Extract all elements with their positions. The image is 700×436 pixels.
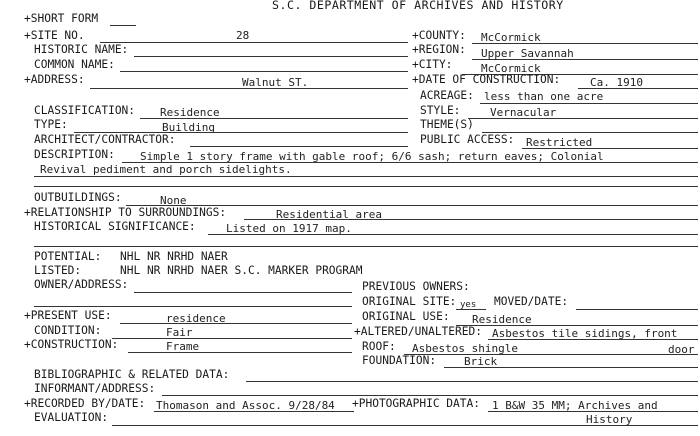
moved-date-label: MOVED/DATE: bbox=[494, 295, 569, 308]
previous-owners-label: PREVIOUS OWNERS: bbox=[362, 280, 470, 293]
evaluation-line bbox=[112, 425, 698, 426]
acreage-value: less than one acre bbox=[484, 90, 604, 103]
county-value: McCormick bbox=[481, 31, 541, 44]
photographic-value-line-2: History bbox=[586, 413, 633, 426]
roof-label: ROOF: bbox=[362, 340, 396, 353]
date-of-construction-label: +DATE OF CONSTRUCTION: bbox=[412, 73, 561, 86]
type-value: Building bbox=[162, 121, 215, 134]
public-access-value: Restricted bbox=[526, 136, 593, 149]
listed-label: LISTED: bbox=[34, 264, 82, 277]
bibliographic-label: BIBLIOGRAPHIC & RELATED DATA: bbox=[34, 368, 230, 381]
original-use-line bbox=[456, 325, 698, 326]
type-label: TYPE: bbox=[34, 118, 68, 131]
bibliographic-line bbox=[246, 381, 698, 382]
listed-options: NHL NR NRHD NAER S.C. MARKER PROGRAM bbox=[120, 264, 363, 277]
style-label: STYLE: bbox=[420, 104, 461, 117]
photographic-data-label: +PHOTOGRAPHIC DATA: bbox=[352, 397, 480, 410]
style-value: Vernacular bbox=[490, 106, 557, 119]
region-line bbox=[472, 59, 698, 60]
condition-value: Fair bbox=[166, 326, 193, 339]
historic-name-label: HISTORIC NAME: bbox=[34, 43, 129, 56]
roof-value: Asbestos shingle bbox=[412, 342, 518, 355]
condition-line bbox=[112, 338, 352, 339]
date-of-construction-line bbox=[578, 88, 698, 89]
informant-label: INFORMANT/ADDRESS: bbox=[34, 382, 156, 395]
evaluation-label: EVALUATION: bbox=[34, 411, 109, 424]
original-use-value: Residence bbox=[472, 313, 532, 326]
theme-label: THEME(S) bbox=[420, 118, 474, 131]
theme-line bbox=[482, 132, 698, 133]
outbuildings-label: OUTBUILDINGS: bbox=[34, 191, 122, 204]
acreage-label: ACREAGE: bbox=[420, 89, 474, 102]
historical-significance-label: HISTORICAL SIGNIFICANCE: bbox=[34, 220, 196, 233]
classification-value: Residence bbox=[160, 106, 220, 119]
photographic-value-line-1: 1 B&W 35 MM; Archives and bbox=[492, 399, 658, 412]
description-line-2: Revival pediment and porch sidelights. bbox=[40, 163, 292, 176]
altered-value-line-2: door bbox=[668, 343, 695, 356]
public-access-line bbox=[522, 148, 698, 149]
description-rule-2 bbox=[34, 176, 698, 177]
historical-significance-rule-2 bbox=[34, 246, 698, 247]
present-use-label: +PRESENT USE: bbox=[24, 309, 112, 322]
original-site-label: ORIGINAL SITE: bbox=[362, 295, 457, 308]
city-value: McCormick bbox=[481, 62, 541, 75]
original-site-line bbox=[456, 309, 486, 310]
foundation-label: FOUNDATION: bbox=[362, 354, 437, 367]
roof-line bbox=[404, 354, 698, 355]
date-of-construction-value: Ca. 1910 bbox=[590, 76, 643, 89]
historical-significance-line bbox=[208, 234, 698, 235]
photographic-data-line bbox=[488, 411, 698, 412]
potential-label: POTENTIAL: bbox=[34, 250, 102, 263]
informant-line bbox=[162, 395, 698, 396]
recorded-by-label: +RECORDED BY/DATE: bbox=[24, 397, 146, 410]
altered-value-line-1: Asbestos tile sidings, front bbox=[492, 327, 678, 340]
address-value: Walnut ST. bbox=[242, 76, 309, 89]
original-use-label: ORIGINAL USE: bbox=[362, 310, 450, 323]
recorded-by-line bbox=[154, 411, 354, 412]
address-line bbox=[90, 88, 408, 89]
condition-label: CONDITION: bbox=[34, 324, 102, 337]
common-name-line bbox=[120, 71, 408, 72]
site-no-value: 28 bbox=[236, 29, 250, 42]
construction-value: Frame bbox=[166, 340, 200, 353]
short-form-line bbox=[110, 25, 136, 26]
county-line bbox=[472, 43, 698, 44]
form-title: S.C. DEPARTMENT OF ARCHIVES AND HISTORY bbox=[272, 0, 564, 12]
outbuildings-value: None bbox=[160, 194, 187, 207]
owner-address-label: OWNER/ADDRESS: bbox=[34, 278, 129, 291]
potential-options: NHL NR NRHD NAER bbox=[120, 250, 228, 263]
relationship-line bbox=[244, 219, 698, 220]
architect-line bbox=[190, 146, 408, 147]
foundation-line bbox=[444, 367, 698, 368]
foundation-value: Brick bbox=[464, 355, 498, 368]
description-label: DESCRIPTION: bbox=[34, 148, 115, 161]
classification-label: CLASSIFICATION: bbox=[34, 104, 136, 117]
acreage-line bbox=[480, 103, 698, 104]
altered-line bbox=[488, 339, 698, 340]
altered-label: +ALTERED/UNALTERED: bbox=[354, 325, 482, 338]
site-no-line bbox=[100, 42, 408, 43]
original-site-value: yes bbox=[460, 300, 477, 310]
construction-line bbox=[128, 352, 352, 353]
historic-name-line bbox=[134, 56, 408, 57]
region-label: +REGION: bbox=[412, 43, 466, 56]
common-name-label: COMMON NAME: bbox=[34, 58, 115, 71]
construction-label: +CONSTRUCTION: bbox=[24, 338, 119, 351]
relationship-value: Residential area bbox=[276, 208, 382, 221]
public-access-label: PUBLIC ACCESS: bbox=[420, 133, 515, 146]
present-use-value: residence bbox=[166, 312, 226, 325]
description-line-1: Simple 1 story frame with gable roof; 6/6 sash; return eaves; Colonial bbox=[140, 150, 604, 163]
address-label: +ADDRESS: bbox=[24, 73, 85, 86]
description-rule-3 bbox=[34, 186, 698, 187]
architect-label: ARCHITECT/CONTRACTOR: bbox=[34, 133, 176, 146]
present-use-line bbox=[120, 323, 352, 324]
style-line bbox=[468, 118, 698, 119]
region-value: Upper Savannah bbox=[481, 47, 574, 60]
county-label: +COUNTY: bbox=[412, 29, 466, 42]
moved-date-line bbox=[576, 309, 698, 310]
recorded-by-value: Thomason and Assoc. 9/28/84 bbox=[156, 399, 335, 412]
site-no-label: +SITE NO. bbox=[24, 29, 85, 42]
relationship-label: +RELATIONSHIP TO SURROUNDINGS: bbox=[24, 206, 227, 219]
classification-line bbox=[140, 118, 408, 119]
owner-address-rule-2 bbox=[34, 306, 352, 307]
owner-address-line bbox=[134, 292, 352, 293]
city-label: +CITY: bbox=[412, 58, 453, 71]
historical-significance-value: Listed on 1917 map. bbox=[226, 222, 352, 235]
short-form-label: +SHORT FORM bbox=[24, 12, 99, 25]
